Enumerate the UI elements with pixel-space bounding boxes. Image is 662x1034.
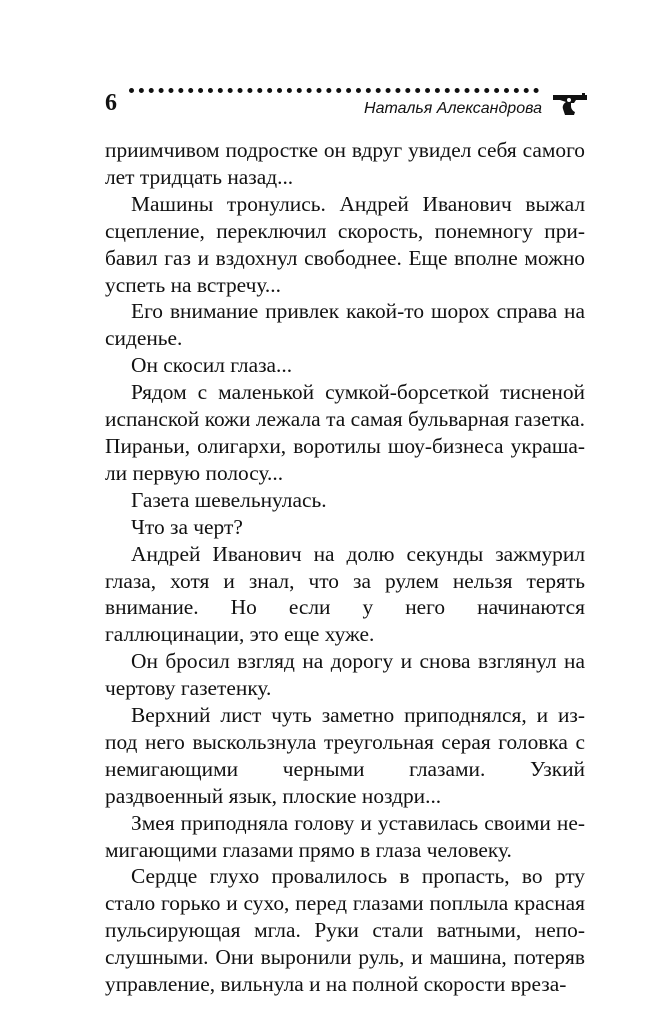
paragraph: Что за черт? (131, 514, 243, 539)
paragraph: Змея приподняла голову и уставилась своими немигающими глазами прямо в глаза человеку. (105, 810, 585, 862)
running-header (105, 78, 590, 124)
paragraph: приимчивом подростке он вдруг увидел себя самого лет тридцать назад... (105, 138, 585, 189)
paragraph: Он бросил взгляд на дорогу и снова взглянул на чертову газетенку. (105, 649, 585, 701)
body-text (105, 137, 585, 998)
dotted-leader (129, 88, 539, 99)
paragraph: Он скосил глаза... (131, 353, 293, 378)
page-number: 6 (105, 90, 117, 116)
revolver-icon (552, 88, 588, 116)
paragraph: Машины тронулись. Андрей Иванович выжал сцепление, переключил скорость, понемногу прибавил газ и вздохнул свободнее. Еще вполне можно успеть на встречу... (105, 191, 585, 297)
paragraph: Его внимание привлек какой-то шорох справа на сиденье. (105, 299, 585, 351)
paragraph: Сердце глухо провалилось в пропасть, во рту стало горько и сухо, перед глазами поплыла красная пульсирующая мгла. Руки стали ватными, непослушными. Они выронили руль, и машина, потеряв управление, вильнула и на полной скорости вреза- (105, 864, 585, 997)
paragraph: Верхний лист чуть заметно приподнялся, и из-под него выскользнула треугольная серая головка с немигающими черными глазами. Узкий раздвоенный язык, плоские ноздри... (105, 703, 585, 808)
paragraph: Рядом с маленькой сумкой-борсеткой тисненой испанской кожи лежала та самая бульварная газетка. Пираньи, олигархи, воротилы шоу-бизнеса украшали первую полосу... (105, 380, 585, 485)
paragraph: Андрей Иванович на долю секунды зажмурил глаза, хотя и знал, что за рулем нельзя терять внимание. Но если у него начинаются галлюцинации, это еще хуже. (105, 541, 585, 647)
paragraph: Газета шевельнулась. (131, 487, 327, 512)
author-name: Наталья Александрова (364, 100, 542, 117)
